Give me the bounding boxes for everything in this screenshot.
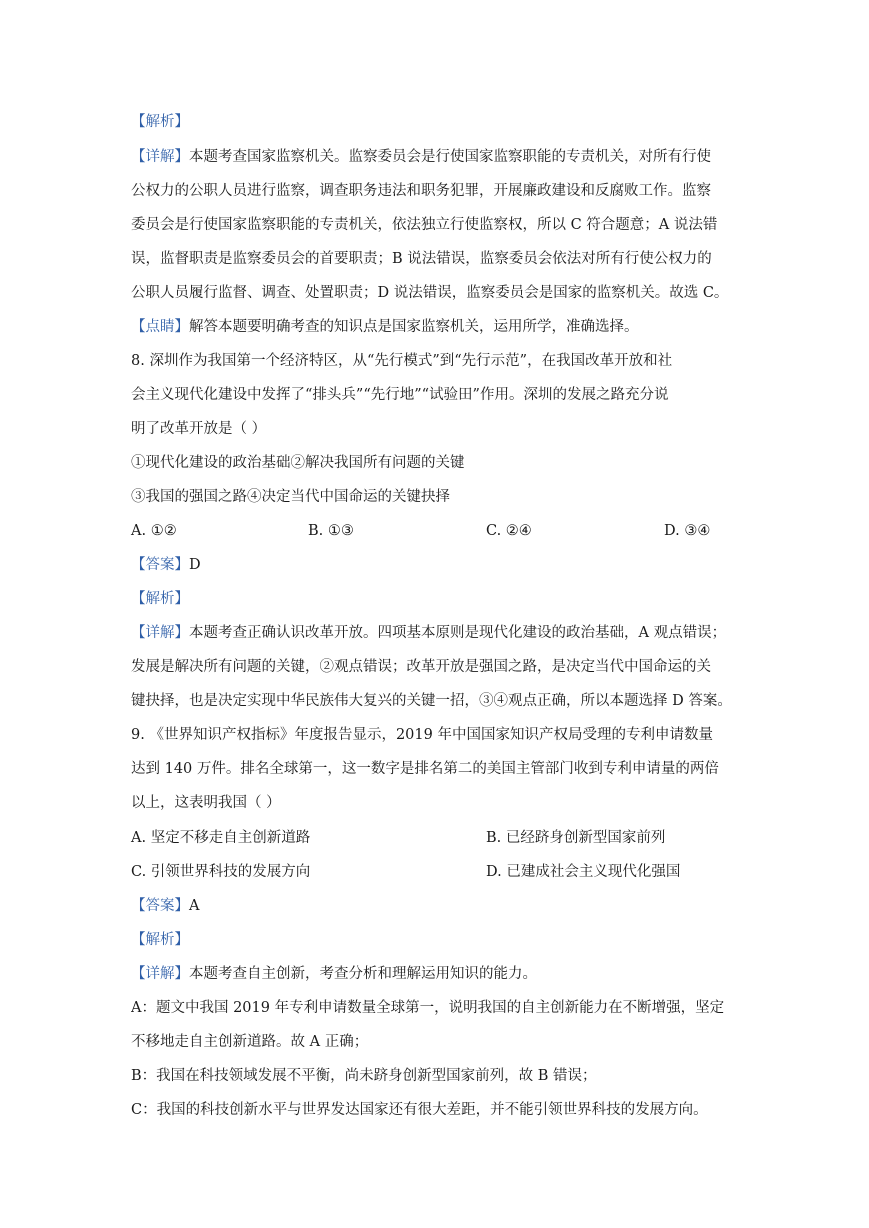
- question-9-stem: 9. 《世界知识产权指标》年度报告显示，2019 年中国国家知识产权局受理的专利申请数量: [131, 727, 713, 743]
- q8-option-d: D. ③④: [664, 523, 711, 539]
- answer-line: 【答案】A: [131, 898, 200, 914]
- question-8-statements: ③我国的强国之路④决定当代中国命运的关键抉择: [131, 489, 450, 505]
- section-analysis-label: 【解析】: [131, 591, 189, 607]
- detail-paragraph-line: 发展是解决所有问题的关键，②观点错误；改革开放是强国之路，是决定当代中国命运的关: [131, 659, 711, 675]
- section-analysis-label: 【解析】: [131, 932, 189, 948]
- question-9-stem: 达到 140 万件。排名全球第一，这一数字是排名第二的美国主管部门收到专利申请量的两倍: [131, 761, 719, 777]
- detail-paragraph-line: 不移地走自主创新道路。故 A 正确；: [131, 1034, 369, 1050]
- detail-paragraph-line: B：我国在科技领域发展不平衡，尚未跻身创新型国家前列，故 B 错误；: [131, 1068, 597, 1084]
- q8-option-c: C. ②④: [486, 523, 532, 539]
- highlight-line: 【点睛】解答本题要明确考查的知识点是国家监察机关，运用所学，准确选择。: [131, 319, 639, 335]
- question-8-statements: ①现代化建设的政治基础②解决我国所有问题的关键: [131, 455, 465, 471]
- q8-option-a: A. ①②: [131, 523, 177, 539]
- detail-paragraph-line: 【详解】本题考查国家监察机关。监察委员会是行使国家监察职能的专责机关，对所有行使: [131, 149, 711, 165]
- question-9-stem: 以上，这表明我国（ ）: [131, 795, 281, 811]
- q9-option-c: C. 引领世界科技的发展方向: [131, 864, 311, 880]
- detail-paragraph-line: 误，监督职责是监察委员会的首要职责；B 说法错误，监察委员会依法对所有行使公权力的: [131, 251, 712, 267]
- detail-paragraph-line: 【详解】本题考查自主创新，考查分析和理解运用知识的能力。: [131, 966, 537, 982]
- section-analysis-label: 【解析】: [131, 114, 189, 130]
- question-8-stem: 会主义现代化建设中发挥了“排头兵”“先行地”“试验田”作用。深圳的发展之路充分说: [131, 387, 669, 403]
- detail-paragraph-line: A：题文中我国 2019 年专利申请数量全球第一，说明我国的自主创新能力在不断增强，坚定: [131, 1000, 725, 1016]
- answer-line: 【答案】D: [131, 557, 201, 573]
- q8-option-b: B. ①③: [308, 523, 354, 539]
- detail-paragraph-line: 键抉择，也是决定实现中华民族伟大复兴的关键一招，③④观点正确，所以本题选择 D 答案。: [131, 693, 732, 709]
- detail-paragraph-line: C：我国的科技创新水平与世界发达国家还有很大差距，并不能引领世界科技的发展方向。: [131, 1102, 708, 1118]
- q9-option-a: A. 坚定不移走自主创新道路: [131, 830, 311, 846]
- q9-option-d: D. 已建成社会主义现代化强国: [486, 864, 681, 880]
- detail-paragraph-line: 【详解】本题考查正确认识改革开放。四项基本原则是现代化建设的政治基础，A 观点错误；: [131, 625, 727, 641]
- question-8-stem: 8. 深圳作为我国第一个经济特区，从“先行模式”到“先行示范”，在我国改革开放和社: [131, 353, 673, 369]
- detail-paragraph-line: 公职人员履行监督、调查、处置职责；D 说法错误，监察委员会是国家的监察机关。故选 C。: [131, 285, 729, 301]
- question-8-stem: 明了改革开放是（ ）: [131, 421, 267, 437]
- detail-paragraph-line: 公权力的公职人员进行监察，调查职务违法和职务犯罪，开展廉政建设和反腐败工作。监察: [131, 183, 711, 199]
- detail-paragraph-line: 委员会是行使国家监察职能的专责机关，依法独立行使监察权，所以 C 符合题意；A 说法错: [131, 217, 718, 233]
- q9-option-b: B. 已经跻身创新型国家前列: [486, 830, 666, 846]
